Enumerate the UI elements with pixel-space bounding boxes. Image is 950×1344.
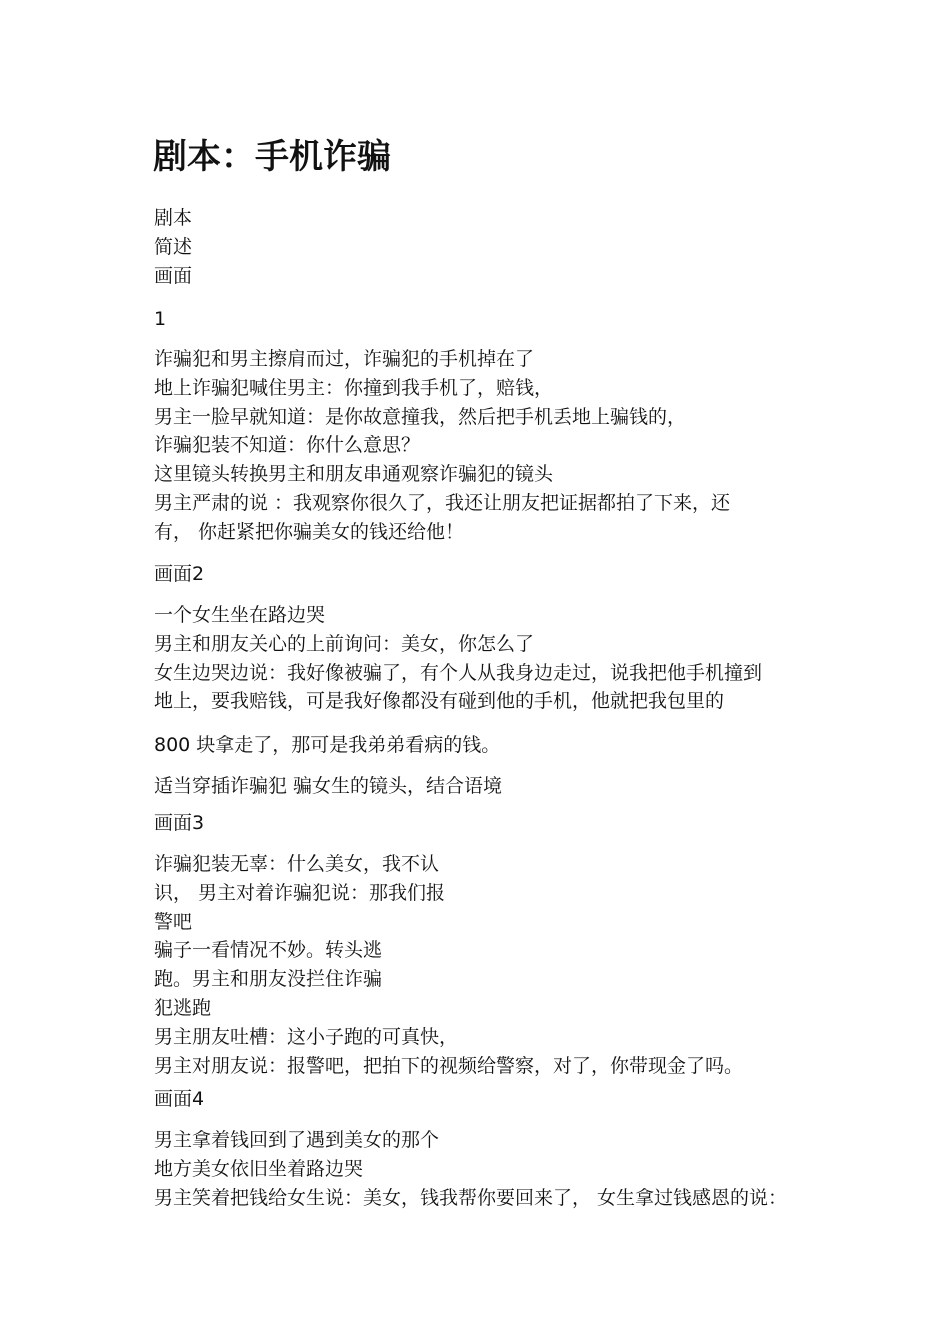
- script-line: 地上诈骗犯喊住男主：你撞到我手机了，赔钱，: [154, 376, 554, 399]
- intro-line: 简述: [154, 235, 193, 258]
- script-line: 警吧: [154, 910, 193, 933]
- script-line: 这里镜头转换男主和朋友串通观察诈骗犯的镜头: [154, 463, 554, 486]
- scene-3-label: [154, 809, 814, 838]
- script-line: 诈骗犯和男主擦肩而过，诈骗犯的手机掉在了: [154, 348, 535, 370]
- script-line: 地上，要我赔钱，可是我好像都没有碰到他的手机，他就把我包里的: [154, 690, 725, 713]
- scene-4-body: [154, 1126, 814, 1212]
- script-line: 一个女生坐在路边哭: [154, 604, 326, 626]
- scene-1-body: [154, 345, 814, 547]
- scene-2-body: [154, 601, 814, 716]
- script-line: 男主朋友吐槽：这小子跑的可真快，: [154, 1025, 459, 1048]
- scene-number: 4: [192, 1088, 205, 1110]
- script-line: 男主一脸早就知道：是你故意撞我，然后把手机丢地上骗钱的，: [154, 405, 687, 428]
- scene-1-label: [154, 305, 814, 334]
- scene-number: 1: [154, 308, 167, 330]
- script-line: 有， 你赶紧把你骗美女的钱还给他！: [154, 520, 465, 543]
- script-line: 跑。男主和朋友没拦住诈骗: [154, 968, 383, 991]
- intro-line: 剧本: [154, 207, 193, 229]
- script-line: 女生边哭边说：我好像被骗了，有个人从我身边走过，说我把他手机撞到: [154, 661, 763, 684]
- scene-label-word: 画面: [154, 1088, 193, 1110]
- script-line: 适当穿插诈骗犯 骗女生的镜头，结合语境: [154, 775, 503, 797]
- scene-number: 2: [192, 563, 205, 585]
- script-line: 男主笑着把钱给女生说：美女，钱我帮你要回来了， 女生拿过钱感恩的说：: [154, 1186, 788, 1209]
- script-line: 男主拿着钱回到了遇到美女的那个: [154, 1129, 440, 1151]
- script-line: 骗子一看情况不妙。转头逃: [154, 939, 383, 962]
- intro-line: 画面: [154, 264, 193, 287]
- scene-label-word: 画面: [154, 812, 193, 834]
- scene-4-label: [154, 1085, 814, 1114]
- scene-2-label: [154, 560, 814, 589]
- script-line: 男主对朋友说：报警吧，把拍下的视频给警察，对了，你带现金了吗。: [154, 1054, 744, 1077]
- script-line: 识， 男主对着诈骗犯说：那我们报: [154, 881, 446, 904]
- script-line: 犯逃跑: [154, 996, 212, 1019]
- script-line: 地方美女依旧坐着路边哭: [154, 1157, 364, 1180]
- money-amount: 800: [154, 734, 191, 756]
- document-title: 剧本：手机诈骗: [153, 137, 391, 177]
- intro-block: [154, 204, 814, 290]
- scene-2-money-line: [154, 731, 814, 760]
- script-line: 男主和朋友关心的上前询问：美女，你怎么了: [154, 632, 535, 655]
- script-line: 诈骗犯装无辜：什么美女，我不认: [154, 853, 440, 875]
- scene-label-word: 画面: [154, 563, 193, 585]
- scene-3-body: [154, 850, 814, 1080]
- scene-number: 3: [192, 812, 205, 834]
- script-line: 男主严肃的说 ：我观察你很久了，我还让朋友把证据都拍了下来，还: [154, 491, 731, 514]
- scene-2-note: [154, 772, 814, 801]
- script-line: 诈骗犯装不知道：你什么意思？: [154, 434, 421, 457]
- money-text: 块拿走了，那可是我弟弟看病的钱。: [190, 734, 501, 756]
